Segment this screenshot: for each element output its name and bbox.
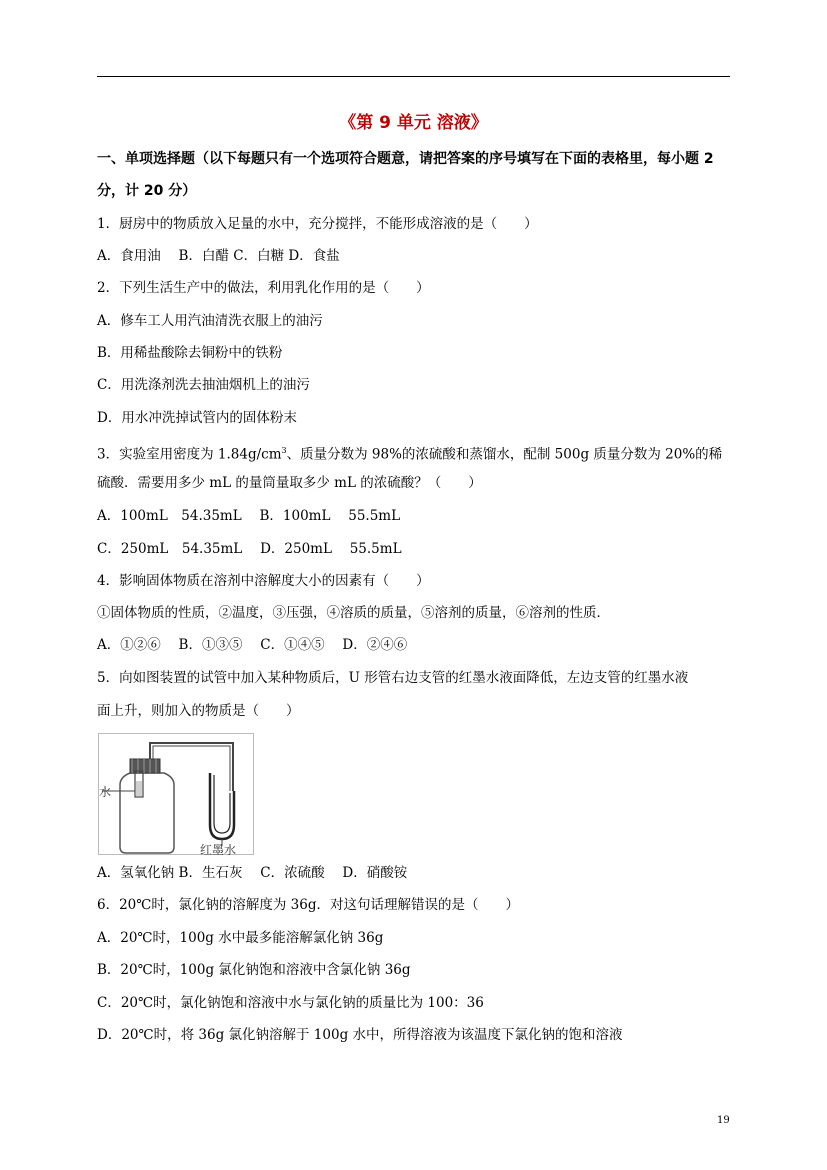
q3-superscript: 3 [281,446,287,455]
question-1-stem: 1．厨房中的物质放入足量的水中，充分搅拌，不能形成溶液的是（ ） [97,216,538,232]
page-title: 《第 9 单元 溶液》 [339,113,488,133]
question-3-options-cd: C．250mL 54.35mL D．250mL 55.5mL [97,541,402,557]
question-4-options: A．①②⑥ B．①③⑤ C．①④⑤ D．②④⑥ [97,637,408,653]
question-6-option-c: C．20℃时，氯化钠饱和溶液中水与氯化钠的质量比为 100：36 [97,995,484,1011]
question-6-option-a: A．20℃时，100g 水中最多能溶解氯化钠 36g [97,930,384,946]
question-2-stem: 2．下列生活生产中的做法，利用乳化作用的是（ ） [97,280,430,296]
question-6-option-b: B．20℃时，100g 氯化钠饱和溶液中含氯化钠 36g [97,962,411,978]
question-4-stem: 4．影响固体物质在溶剂中溶解度大小的因素有（ ） [97,573,430,589]
question-4-items: ①固体物质的性质，②温度，③压强，④溶质的质量，⑤溶剂的质量，⑥溶剂的性质． [97,605,610,621]
bottle-outline [120,773,174,853]
q3-stem-post: 、质量分数为 98%的浓硫酸和蒸馏水，配制 500g 质量分数为 20%的稀 [286,446,723,463]
question-1-options: A．食用油 B．白醋 C．白糖 D．食盐 [97,248,340,264]
question-3-options-ab: A．100mL 54.35mL B．100mL 55.5mL [97,508,401,524]
question-6-option-d: D．20℃时，将 36g 氯化钠溶解于 100g 水中，所得溶液为该温度下氯化钠的饱和溶液 [97,1027,623,1043]
header-rule [97,76,730,77]
question-5-options: A．氢氧化钠 B．生石灰 C．浓硫酸 D．硝酸铵 [97,865,408,881]
test-tube-water [136,781,142,796]
page-number: 19 [717,1115,730,1126]
question-2-option-c: C．用洗涤剂洗去抽油烟机上的油污 [97,377,310,393]
question-5-stem-line2: 面上升，则加入的物质是（ ） [97,703,300,719]
question-3-stem-line1 [97,442,722,464]
connecting-tube [150,743,233,791]
question-2-option-d: D．用水冲洗掉试管内的固体粉末 [97,410,297,426]
label-red-ink: 红墨水 [200,843,237,855]
question-6-stem: 6．20℃时，氯化钠的溶解度为 36g．对这句话理解错误的是（ ） [97,897,519,913]
section-heading-line1: 一、单项选择题（以下每题只有一个选项符合题意，请把答案的序号填写在下面的表格里，每小题 2 [97,151,714,167]
q3-stem-pre: 3．实验室用密度为 1.84g/cm [97,446,282,463]
question-2-option-a: A．修车工人用汽油清洗衣服上的油污 [97,313,323,329]
label-water: 水 [99,785,112,799]
apparatus-figure [98,733,254,855]
section-heading-line2: 分，计 20 分） [97,183,197,199]
question-3-stem-line2: 硫酸．需要用多少 mL 的量筒量取多少 mL 的浓硫酸？（ ） [97,475,482,491]
question-2-option-b: B．用稀盐酸除去铜粉中的铁粉 [97,345,283,361]
question-5-stem-line1: 5．向如图装置的试管中加入某种物质后，U 形管右边支管的红墨水液面降低，左边支管的红墨水液 [97,670,689,686]
